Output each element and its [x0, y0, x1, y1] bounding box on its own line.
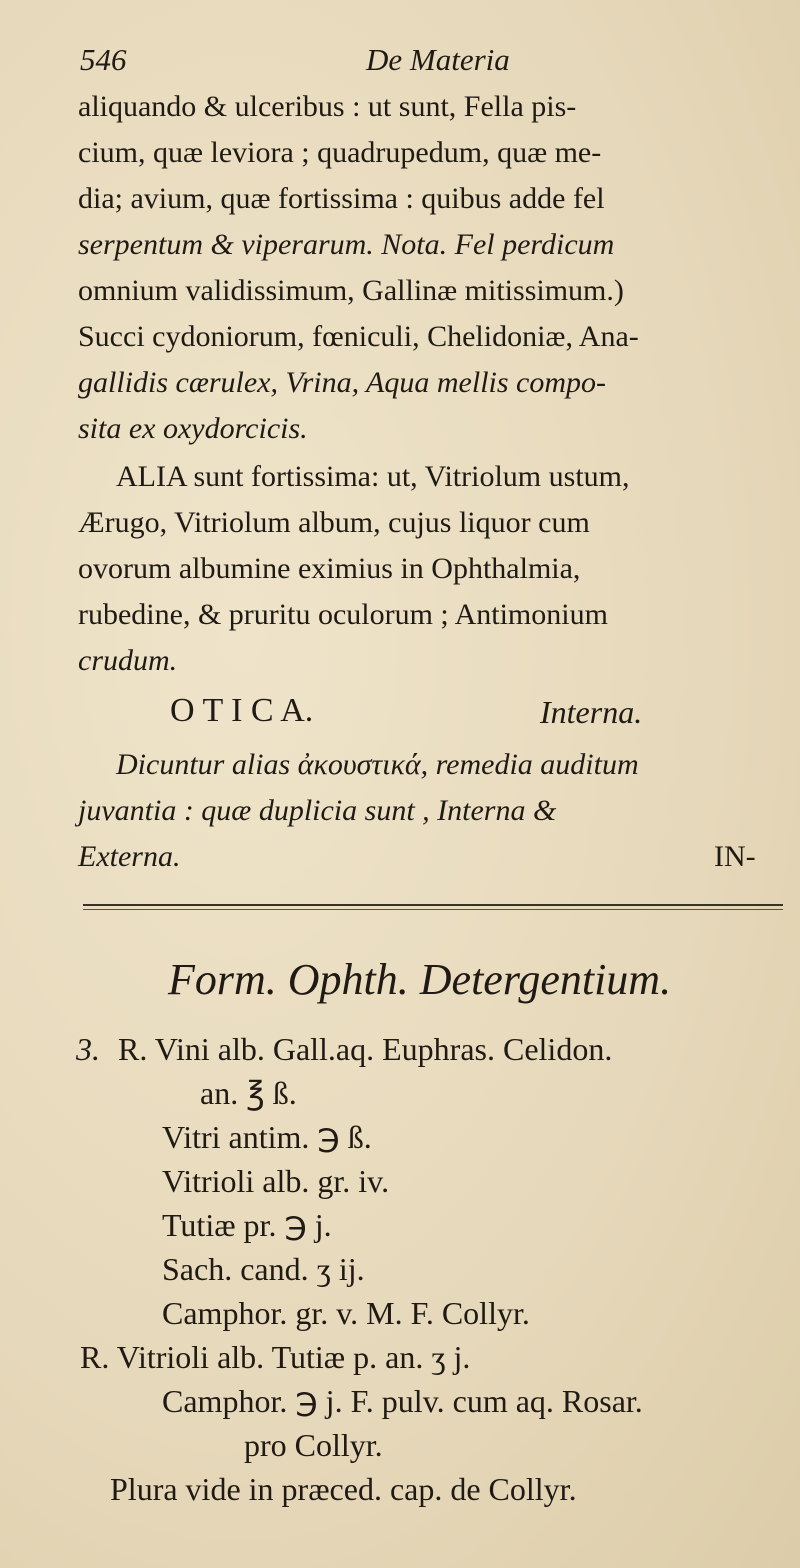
recipe-line: Vitrioli alb. gr. iv.: [162, 1163, 390, 1199]
recipe-line: R. Vini alb. Gall.aq. Euphras. Celidon.: [118, 1031, 613, 1067]
text-line: Ærugo, Vitriolum album, cujus liquor cum: [78, 506, 590, 539]
formula-title: Form. Ophth. Detergentium.: [168, 955, 672, 1004]
recipe-line: Plura vide in præced. cap. de Collyr.: [110, 1471, 577, 1507]
page-number: 546: [80, 42, 127, 77]
text-line: Succi cydoniorum, fœniculi, Chelidoniæ, Ana-: [78, 320, 639, 353]
recipe-line: Tutiæ pr. ℈ j.: [162, 1207, 332, 1243]
running-title: De Materia: [366, 42, 510, 77]
text-line: crudum.: [78, 644, 178, 677]
section-title: O T I C A.: [170, 692, 314, 729]
section-heading: [170, 692, 730, 744]
catchword: IN-: [714, 840, 756, 873]
text-line: ovorum albumine eximius in Ophthalmia,: [78, 552, 581, 585]
recipe-line: pro Collyr.: [244, 1427, 383, 1463]
text-line: rubedine, & pruritu oculorum ; Antimonium: [78, 598, 608, 631]
text-line: Dicuntur alias ἀκουστικά, remedia auditum: [116, 748, 639, 781]
text-line: sita ex oxydorcicis.: [78, 412, 308, 445]
divider-rule: [83, 904, 783, 906]
recipe-line: Vitri antim. ℈ ß.: [162, 1119, 372, 1155]
recipe-line: Camphor. ℈ j. F. pulv. cum aq. Rosar.: [162, 1383, 643, 1419]
running-header: [72, 42, 772, 86]
text-line: dia; avium, quæ fortissima : quibus adde fel: [78, 182, 605, 215]
text-line: aliquando & ulceribus : ut sunt, Fella pis-: [78, 90, 577, 123]
recipe-line: an. ℥ ß.: [200, 1075, 297, 1111]
text-line: juvantia : quæ duplicia sunt , Interna &: [78, 794, 557, 827]
recipe-line: Camphor. gr. v. M. F. Collyr.: [162, 1295, 530, 1331]
paragraph-first-line: ALIA sunt fortissima: ut, Vitriolum ustum,: [116, 460, 630, 493]
recipe-line: R. Vitrioli alb. Tutiæ p. an. ʒ j.: [80, 1339, 471, 1375]
text-line: cium, quæ leviora ; quadrupedum, quæ me-: [78, 136, 602, 169]
divider-rule: [83, 909, 783, 910]
formula-number: 3.: [76, 1031, 100, 1067]
recipe-line: Sach. cand. ʒ ij.: [162, 1251, 365, 1287]
text-line: gallidis cærulex, Vrina, Aqua mellis compo-: [78, 366, 607, 399]
section-subtitle: Interna.: [540, 694, 643, 730]
text-line: serpentum & viperarum. Nota. Fel perdicum: [78, 228, 615, 261]
text-line: Externa.: [78, 840, 181, 873]
text-line: omnium validissimum, Gallinæ mitissimum.): [78, 274, 624, 307]
